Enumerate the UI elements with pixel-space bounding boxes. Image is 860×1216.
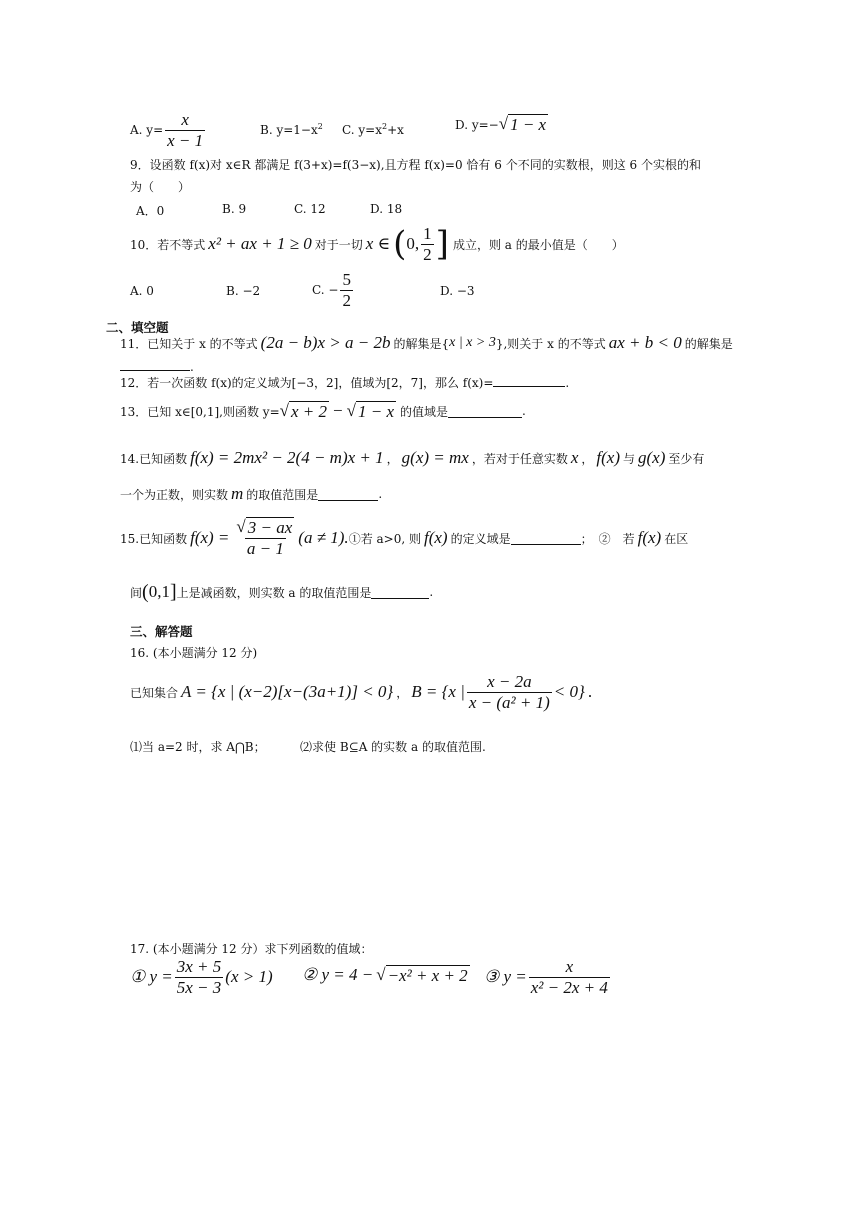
q8-a-den: x − 1 bbox=[167, 130, 204, 150]
q9-option-c: C. 12 bbox=[294, 202, 326, 216]
q11-prefix: 11．已知关于 x 的不等式 bbox=[120, 336, 258, 351]
q17-f1-num: 3x + 5 bbox=[176, 956, 222, 976]
q17-f1-prefix: ① y = bbox=[130, 967, 173, 986]
q15-answer-blank-2[interactable] bbox=[371, 586, 429, 599]
section-heading-answer: 三、解答题 bbox=[130, 624, 193, 639]
q15-stem-line2: 间 ( 0,1 ] 上是减函数，则实数 a 的取值范围是 . bbox=[130, 580, 434, 603]
q14-prefix: 14.已知函数 bbox=[120, 451, 188, 466]
q15-fraction bbox=[234, 517, 296, 560]
q11-set: x | x > 3 bbox=[449, 335, 496, 350]
q10-inequality: x² + ax + 1 ≥ 0 bbox=[208, 234, 312, 253]
q17-f2-sqrt: √ −x² + x + 2 bbox=[376, 964, 468, 985]
q15-part1: ①若 a>0, 则 bbox=[348, 531, 421, 546]
q10-suffix: 成立，则 a 的最小值是（ ） bbox=[452, 237, 624, 252]
q10-option-a: A. 0 bbox=[130, 284, 154, 298]
q15-radicand: 3 − ax bbox=[247, 518, 293, 538]
q14-stem-line1 bbox=[120, 445, 704, 471]
q17-f3-prefix: ③ y = bbox=[484, 967, 527, 986]
q8-a-fraction bbox=[165, 110, 205, 151]
q8-a-label: A. y= bbox=[130, 123, 164, 137]
q8-d-radicand: 1 − x bbox=[510, 115, 547, 134]
q13-prefix: 13．已知 x∈[0,1],则函数 y= bbox=[120, 404, 280, 419]
q10-c-label: C. − bbox=[312, 283, 339, 297]
q15-line2-suffix: 上是减函数，则实数 a 的取值范围是 bbox=[176, 585, 372, 600]
q8-option-c bbox=[342, 122, 404, 137]
q8-a-num: x bbox=[181, 109, 189, 129]
q13-minus: − bbox=[333, 401, 343, 420]
q14-line2-prefix: 一个为正数，则实数 bbox=[120, 487, 229, 502]
q17-f3-num: x bbox=[565, 956, 574, 976]
q16-part2: ⑵求使 B⊆A 的实数 a 的取值范围. bbox=[300, 740, 486, 754]
q15-f: f(x) = bbox=[190, 528, 230, 547]
q17-function-2 bbox=[302, 960, 470, 990]
q17-title: 17. (本小题满分 12 分）求下列函数的值域： bbox=[130, 942, 373, 956]
q14-and: 与 bbox=[623, 451, 636, 466]
q14-line2-suffix: 的取值范围是 bbox=[246, 487, 319, 502]
q16-comma: ， bbox=[396, 685, 409, 700]
q17-f1-fraction bbox=[175, 957, 224, 998]
q15-end: . bbox=[429, 585, 434, 599]
q10-c-den: 2 bbox=[342, 290, 351, 310]
q13-end: . bbox=[522, 404, 526, 418]
q17-f3-den: x² − 2x + 4 bbox=[530, 977, 608, 997]
q10-mid: 对于一切 bbox=[314, 237, 363, 252]
q10-x-in: x ∈ bbox=[365, 234, 391, 253]
q15-interval: 0,1 bbox=[148, 582, 170, 601]
q12-answer-blank[interactable] bbox=[493, 374, 565, 387]
q15-part2: 在区 bbox=[664, 531, 689, 546]
section-heading-fill-in: 二、填空题 bbox=[106, 320, 169, 335]
q10-c-num: 5 bbox=[342, 269, 351, 289]
q16-set-b-prefix: B = {x | bbox=[411, 682, 465, 701]
q8-d-sqrt: √ 1 − x bbox=[498, 114, 547, 134]
q8-option-b bbox=[260, 122, 323, 137]
q15-part1b: 的定义域是 bbox=[450, 531, 511, 546]
q15-fx2: f(x) bbox=[637, 528, 662, 547]
q17-function-3 bbox=[484, 954, 612, 1000]
q13-suffix: 的值域是 bbox=[400, 404, 449, 419]
q14-suffix: 至少有 bbox=[668, 451, 705, 466]
q11-answer-blank[interactable]: . bbox=[120, 356, 194, 375]
q9-option-b: B. 9 bbox=[222, 202, 247, 216]
q11-inequality: (2a − b)x > a − 2b bbox=[260, 333, 391, 352]
q14-end: . bbox=[378, 487, 383, 501]
q15-stem-line1 bbox=[120, 512, 688, 564]
q9-stem-line2: 为（ ） bbox=[130, 180, 191, 194]
q17-f2-radicand: −x² + x + 2 bbox=[387, 965, 468, 985]
q13-answer-blank[interactable] bbox=[448, 405, 522, 418]
q10-frac-num: 1 bbox=[423, 223, 432, 243]
q15-line2-prefix: 间 bbox=[130, 585, 143, 600]
q8-c-tail: +x bbox=[387, 123, 404, 137]
q10-prefix: 10．若不等式 bbox=[130, 237, 206, 252]
q10-interval-left: 0, bbox=[406, 234, 420, 253]
q14-mid2: ， bbox=[581, 451, 594, 466]
q10-frac-den: 2 bbox=[423, 244, 432, 264]
q9-option-d: D. 18 bbox=[370, 202, 403, 216]
q8-option-d bbox=[455, 114, 548, 135]
q17-f1-cond: (x > 1) bbox=[225, 967, 273, 986]
q14-mid: ，若对于任意实数 bbox=[471, 451, 568, 466]
q10-c-fraction bbox=[340, 270, 353, 311]
q10-option-c bbox=[312, 268, 355, 312]
q11-mid: 的解集是{ bbox=[393, 336, 450, 351]
q14-stem-line2 bbox=[120, 482, 382, 506]
q16-set-b-fraction bbox=[467, 672, 552, 713]
q15-answer-blank-1[interactable] bbox=[511, 532, 581, 545]
q10-stem: 10．若不等式 x² + ax + 1 ≥ 0 对于一切 x ∈ ( 0, $\frac{1}{2}$ ] 成立，则 a 的最小值是（ ） bbox=[130, 223, 624, 264]
q14-answer-blank[interactable] bbox=[318, 488, 378, 501]
q13-stem bbox=[120, 398, 526, 424]
q15-condition: (a ≠ 1). bbox=[298, 528, 349, 547]
q16-part1: ⑴当 a=2 时，求 A⋂B； bbox=[130, 740, 266, 754]
q16-given-label: 已知集合 bbox=[130, 685, 179, 700]
q17-function-1 bbox=[130, 954, 273, 1000]
q15-prefix: 15.已知函数 bbox=[120, 531, 188, 546]
q8-b-text: B. y=1−x bbox=[260, 123, 318, 137]
q11-inequality2: ax + b < 0 bbox=[608, 333, 682, 352]
q8-option-a bbox=[130, 110, 207, 150]
q8-b-sup: 2 bbox=[317, 122, 323, 131]
q14-comma: ， bbox=[386, 451, 399, 466]
q16-b-num: x − 2a bbox=[487, 671, 532, 691]
q14-f-def: f(x) = 2mx² − 2(4 − m)x + 1 bbox=[190, 448, 384, 467]
q11-mid2: },则关于 x 的不等式 bbox=[495, 336, 606, 351]
q13-radicand2: 1 − x bbox=[357, 401, 394, 421]
q14-fx: f(x) bbox=[596, 448, 620, 467]
q16-period: . bbox=[587, 682, 593, 701]
q13-sqrt2: √ 1 − x bbox=[346, 400, 394, 421]
q16-given bbox=[130, 668, 592, 716]
q12-stem bbox=[120, 374, 569, 391]
q14-m: m bbox=[231, 484, 244, 503]
q13-sqrt1: √ x + 2 bbox=[279, 400, 328, 421]
q14-x: x bbox=[570, 448, 579, 467]
q10-option-b: B. −2 bbox=[226, 284, 261, 298]
q12-end: . bbox=[565, 376, 570, 390]
q17-f1-den: 5x − 3 bbox=[176, 977, 222, 997]
q15-sqrt: √ 3 − ax bbox=[236, 517, 293, 538]
q12-text: 12．若一次函数 f(x)的定义域为[−3，2]，值域为[2，7]，那么 f(x)= bbox=[120, 376, 494, 390]
q13-radicand1: x + 2 bbox=[291, 401, 328, 421]
q8-c-sup: 2 bbox=[381, 122, 388, 131]
q11-suffix: 的解集是 bbox=[684, 336, 733, 351]
q15-fx: f(x) bbox=[423, 528, 448, 547]
q15-part2-lead: ； ② 若 bbox=[580, 531, 635, 546]
q11-stem bbox=[120, 330, 733, 356]
q9-stem-line1: 9．设函数 f(x)对 x∈R 都满足 f(3+x)=f(3−x),且方程 f(x)=0 恰有 6 个不同的实数根，则这 6 个实根的和 bbox=[130, 158, 701, 172]
q16-b-den: x − (a² + 1) bbox=[468, 692, 550, 712]
q17-f3-fraction bbox=[529, 957, 610, 998]
q8-d-label: D. y=− bbox=[455, 117, 499, 132]
q8-c-text: C. y=x bbox=[342, 123, 382, 137]
q14-gx: g(x) bbox=[638, 448, 666, 467]
q16-set-a: A = {x | (x−2)[x−(3a+1)] < 0} bbox=[181, 682, 394, 701]
q10-option-d: D. −3 bbox=[440, 284, 475, 298]
q17-f2-prefix: ② y = 4 − bbox=[302, 965, 374, 984]
q15-den: a − 1 bbox=[246, 539, 284, 559]
q16-title: 16. (本小题满分 12 分) bbox=[130, 646, 258, 660]
q16-set-b-suffix: < 0} bbox=[553, 682, 585, 701]
q14-g-def: g(x) = mx bbox=[401, 448, 469, 467]
q10-interval-fraction bbox=[421, 224, 434, 265]
q9-option-a: A．0 bbox=[136, 204, 165, 218]
